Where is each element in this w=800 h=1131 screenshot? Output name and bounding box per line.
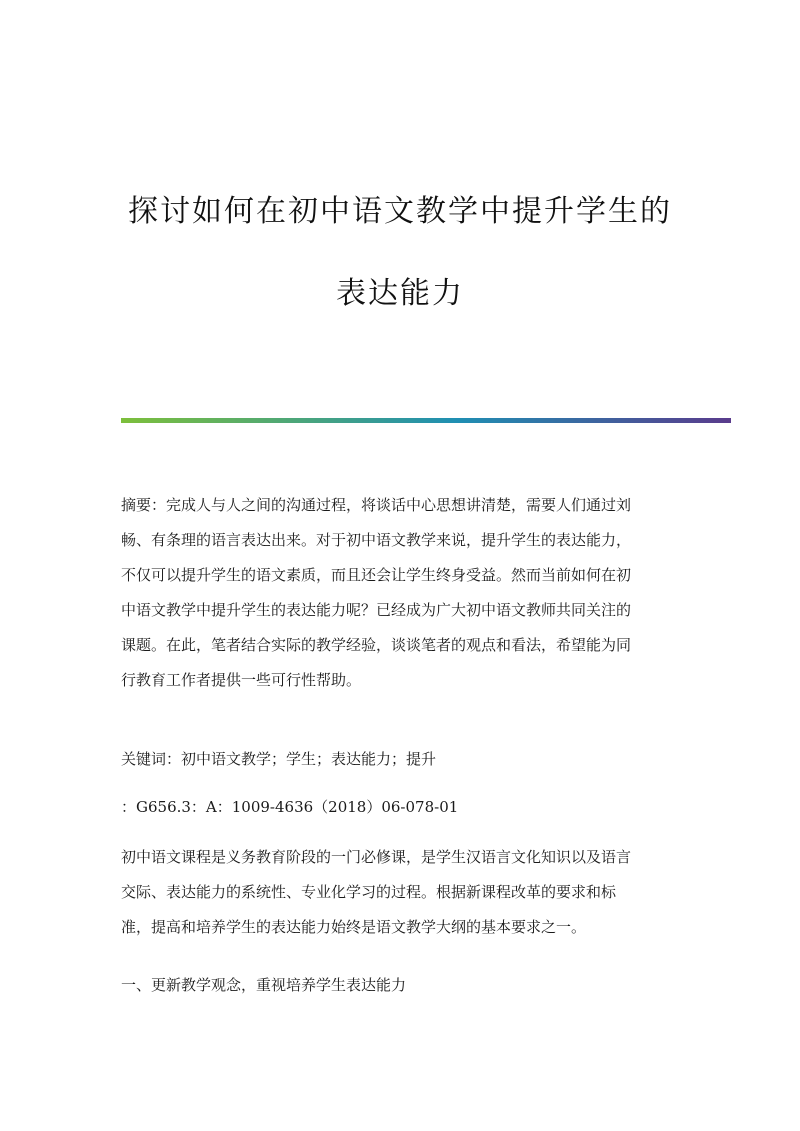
intro-line: 初中语文课程是义务教育阶段的一门必修课，是学生汉语言文化知识以及语言 bbox=[121, 848, 632, 866]
title-divider bbox=[121, 418, 731, 423]
abstract-line: 中语文教学中提升学生的表达能力呢？已经成为广大初中语文教师共同关注的 bbox=[121, 601, 632, 619]
abstract-line: 不仅可以提升学生的语文素质，而且还会让学生终身受益。然而当前如何在初 bbox=[121, 566, 632, 584]
section-heading: 一、更新教学观念，重视培养学生表达能力 bbox=[121, 976, 407, 994]
intro-line: 交际、表达能力的系统性、专业化学习的过程。根据新课程改革的要求和标 bbox=[121, 883, 617, 901]
abstract-line: 摘要：完成人与人之间的沟通过程，将谈话中心思想讲清楚，需要人们通过刘 bbox=[121, 496, 632, 514]
abstract-paragraph bbox=[121, 488, 681, 698]
title-line-2: 表达能力 bbox=[336, 276, 464, 311]
intro-paragraph bbox=[121, 840, 681, 945]
abstract-line: 课题。在此，笔者结合实际的教学经验，谈谈笔者的观点和看法，希望能为同 bbox=[121, 636, 632, 654]
keywords-line: 关键词：初中语文教学；学生；表达能力；提升 bbox=[121, 750, 437, 768]
title-line-1: 探讨如何在初中语文教学中提升学生的 bbox=[128, 194, 672, 229]
intro-line: 准，提高和培养学生的表达能力始终是语文教学大纲的基本要求之一。 bbox=[121, 918, 587, 936]
abstract-line: 畅、有条理的语言表达出来。对于初中语文教学来说，提升学生的表达能力， bbox=[121, 531, 632, 549]
classification-code: ：G656.3：A：1009-4636（2018）06-078-01 bbox=[121, 798, 459, 816]
abstract-line: 行教育工作者提供一些可行性帮助。 bbox=[121, 671, 362, 689]
